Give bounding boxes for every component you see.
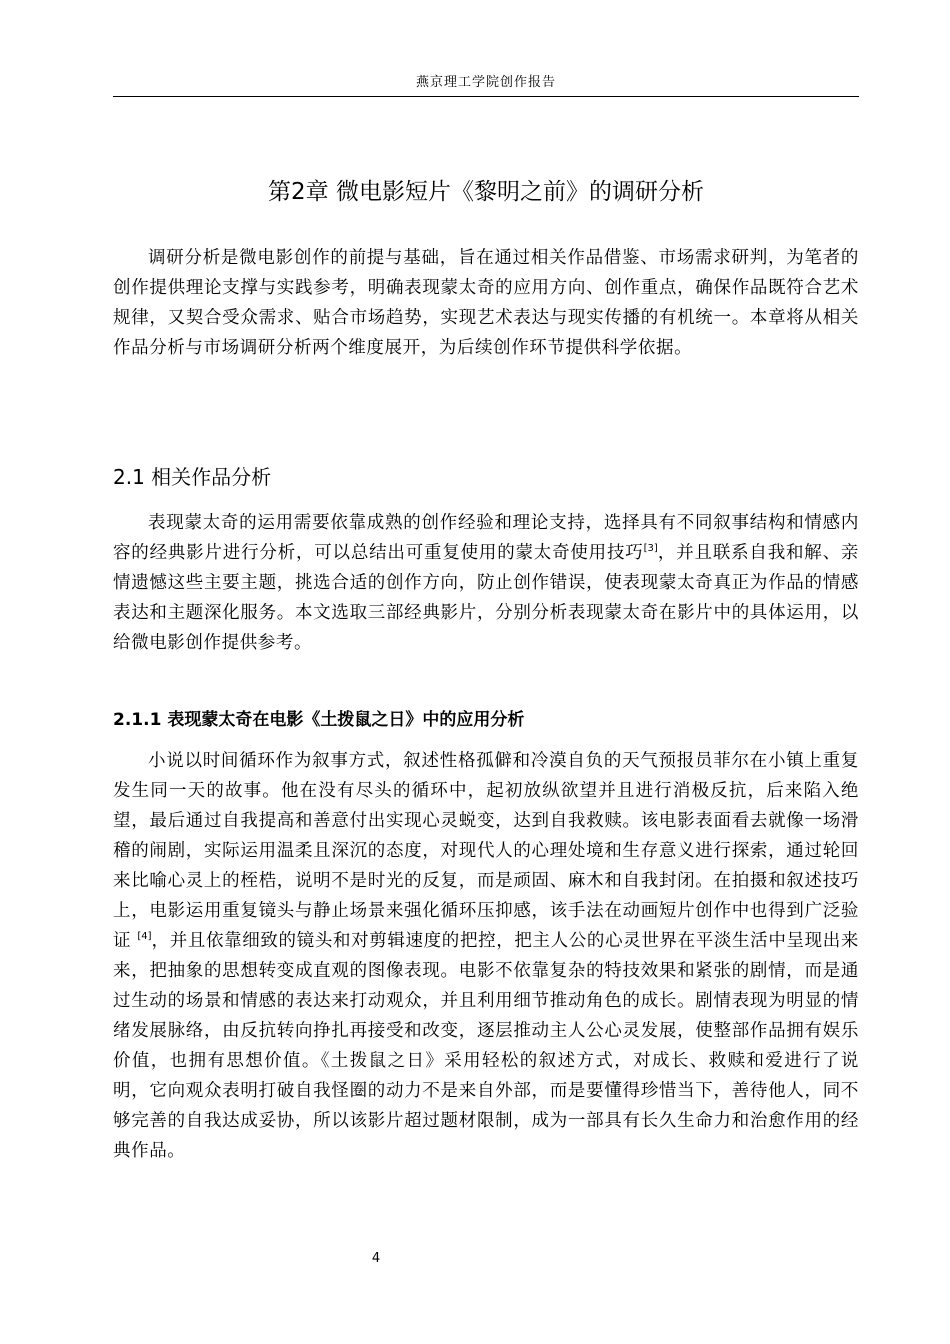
citation-ref-4: [4] [137,931,152,942]
section-heading-2-1: 2.1 相关作品分析 [113,465,272,489]
section-2-1-text-part1: 表现蒙太奇的运用需要依靠成熟的创作经验和理论支持，选择具有不同叙事结构和情感内容的经典影片进行分析，可以总结出可重复使用的蒙太奇使用技巧 [113,513,859,563]
section-heading-2-1-1: 2.1.1 表现蒙太奇在电影《土拨鼠之日》中的应用分析 [113,710,525,730]
header-divider [113,96,859,97]
citation-ref-3: [3] [643,543,658,554]
intro-paragraph: 调研分析是微电影创作的前提与基础，旨在通过相关作品借鉴、市场需求研判，为笔者的创作提供理论支撑与实践参考，明确表现蒙太奇的应用方向、创作重点，确保作品既符合艺术规律，又契合受众需求、贴合市场趋势，实现艺术表达与现实传播的有机统一。本章将从相关作品分析与市场调研分析两个维度展开，为后续创作环节提供科学依据。 [113,248,859,358]
section-2-1-text-part2: ，并且联系自我和解、亲情遗憾这些主要主题，挑选合适的创作方向，防止创作错误，使表现蒙太奇真正为作品的情感表达和主题深化服务。本文选取三部经典影片，分别分析表现蒙太奇在影片中的具体运用，以给微电影创作提供参考。 [113,543,859,653]
page-number: 4 [371,1251,381,1266]
section-2-1-1-paragraph [113,746,859,1166]
running-header: 燕京理工学院创作报告 [415,75,556,90]
section-2-1-paragraph [113,508,859,658]
chapter-title: 第2章 微电影短片《黎明之前》的调研分析 [268,179,704,205]
section-2-1-1-text-part2: ，并且依靠细致的镜头和对剪辑速度的把控，把主人公的心灵世界在平淡生活中呈现出来来，把抽象的思想转变成直观的图像表现。电影不依靠复杂的特技效果和紧张的剧情，而是通过生动的场景和情感的表达来打动观众，并且利用细节推动角色的成长。剧情表现为明显的情绪发展脉络，由反抗转向挣扎再接受和改变，逐层推动主人公心灵发展，使整部作品拥有娱乐价值，也拥有思想价值。《土拨鼠之日》采用轻松的叙述方式，对成长、救赎和爱进行了说明，它向观众表明打破自我怪圈的动力不是来自外部，而是要懂得珍惜当下，善待他人，同不够完善的自我达成妥协，所以该影片超过题材限制，成为一部具有长久生命力和治愈作用的经典作品。 [113,931,859,1161]
section-2-1-1-text-part1: 小说以时间循环作为叙事方式，叙述性格孤僻和冷漠自负的天气预报员菲尔在小镇上重复发生同一天的故事。他在没有尽头的循环中，起初放纵欲望并且进行消极反抗，后来陷入绝望，最后通过自我提高和善意付出实现心灵蜕变，达到自我救赎。该电影表面看去就像一场滑稽的闹剧，实际运用温柔且深沉的态度，对现代人的心理处境和生存意义进行探索，通过轮回来比喻心灵上的桎梏，说明不是时光的反复，而是顽固、麻木和自我封闭。在拍摄和叙述技巧上，电影运用重复镜头与静止场景来强化循环压抑感，该手法在动画短片创作中也得到广泛验证 [113,751,859,951]
